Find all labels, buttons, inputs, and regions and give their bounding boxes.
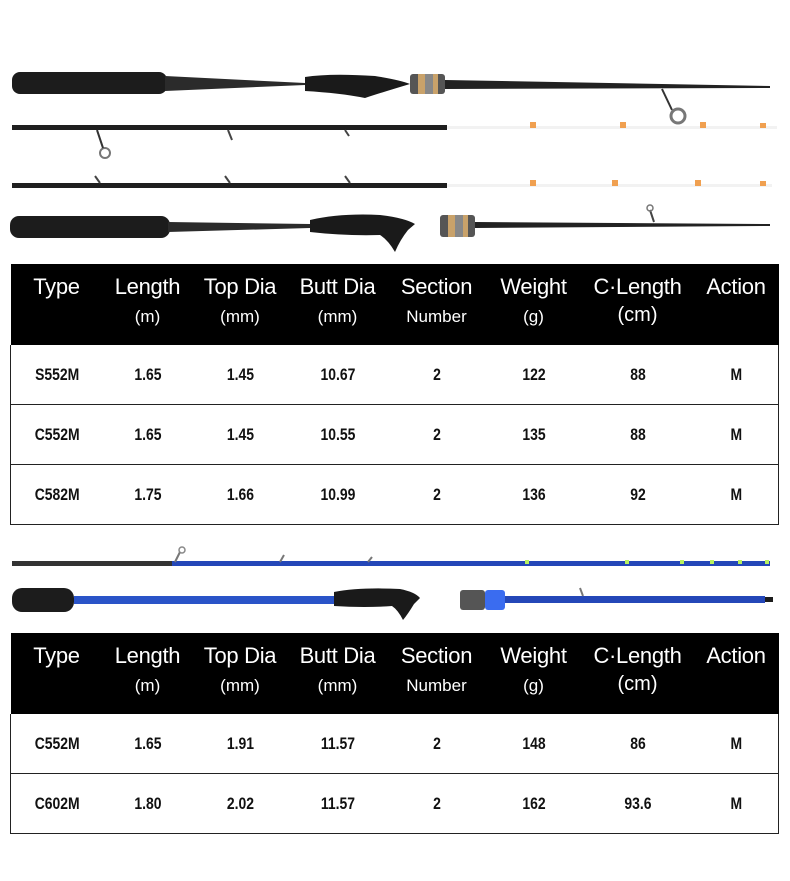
header-section: Section Number [400,643,473,695]
cell-action: M [701,405,771,465]
cell-butt-dia: 10.55 [297,405,379,465]
spinning-rod [12,72,770,123]
cell-weight: 122 [521,364,546,384]
cell-section: 2 [396,774,476,834]
cell-action: M [701,465,771,525]
cell-c-length: 92 [592,465,684,525]
header-action: Action [706,643,766,668]
cell-length: 1.65 [111,405,185,465]
cell-section: 2 [432,733,441,753]
header-c-length: C·Length (cm) [593,643,682,695]
header-top-dia: Top Dia (mm) [203,643,277,695]
casting-rod [10,205,770,252]
header-weight: Weight (g) [500,643,567,695]
table-row [11,465,779,525]
table-row [11,405,779,465]
cell-weight: 136 [494,465,573,525]
cell-top-dia: 1.45 [226,364,254,384]
cell-action: M [701,774,771,834]
cell-weight: 162 [494,774,573,834]
cell-type: C552M [19,714,94,774]
cell-c-length: 93.6 [592,774,684,834]
cell-butt-dia: 11.57 [297,774,379,834]
header-butt-dia: Butt Dia (mm) [299,274,376,326]
casting-rod-sections [12,176,772,188]
cell-length: 1.75 [111,465,185,525]
header-length: Length (m) [114,643,181,695]
header-type: Type [33,274,80,299]
spec-table-blue-rods [10,633,779,834]
cell-section: 2 [396,465,476,525]
cell-top-dia: 1.91 [226,733,254,753]
blue-casting-rod [12,588,773,620]
table-row [11,345,779,405]
cell-weight: 135 [494,405,573,465]
cell-c-length: 88 [592,405,684,465]
cell-c-length: 88 [629,364,646,384]
blue-rods-image [0,540,790,625]
header-section: Section Number [400,274,473,326]
table-header-row [11,264,779,345]
cell-butt-dia: 11.57 [320,733,355,753]
cell-type: S552M [19,345,94,405]
table-header-row [11,633,779,714]
cell-section: 2 [396,405,476,465]
cell-length: 1.65 [133,733,162,753]
spinning-rod-sections [12,122,777,158]
header-length: Length (m) [114,274,181,326]
cell-length: 1.80 [111,774,185,834]
header-type: Type [33,643,80,668]
cell-c-length: 86 [629,733,646,753]
spec-table-black-rods [10,264,779,525]
header-butt-dia: Butt Dia (mm) [299,643,376,695]
header-action: Action [706,274,766,299]
cell-top-dia: 2.02 [201,774,279,834]
table-row [11,714,779,774]
cell-top-dia: 1.45 [201,405,279,465]
blue-rod-tip-section [12,547,770,566]
table-row [11,774,779,834]
header-weight: Weight (g) [500,274,567,326]
cell-weight: 148 [521,733,546,753]
cell-action: M [701,345,771,405]
cell-type: C552M [19,405,94,465]
cell-butt-dia: 10.67 [320,364,355,384]
cell-type: C582M [19,465,94,525]
header-c-length: C·Length (cm) [593,274,682,326]
cell-action: M [701,714,771,774]
cell-section: 2 [432,364,441,384]
cell-length: 1.65 [133,364,162,384]
cell-top-dia: 1.66 [201,465,279,525]
cell-type: C602M [19,774,94,834]
header-top-dia: Top Dia (mm) [203,274,277,326]
cell-butt-dia: 10.99 [297,465,379,525]
black-rods-image [0,60,790,255]
